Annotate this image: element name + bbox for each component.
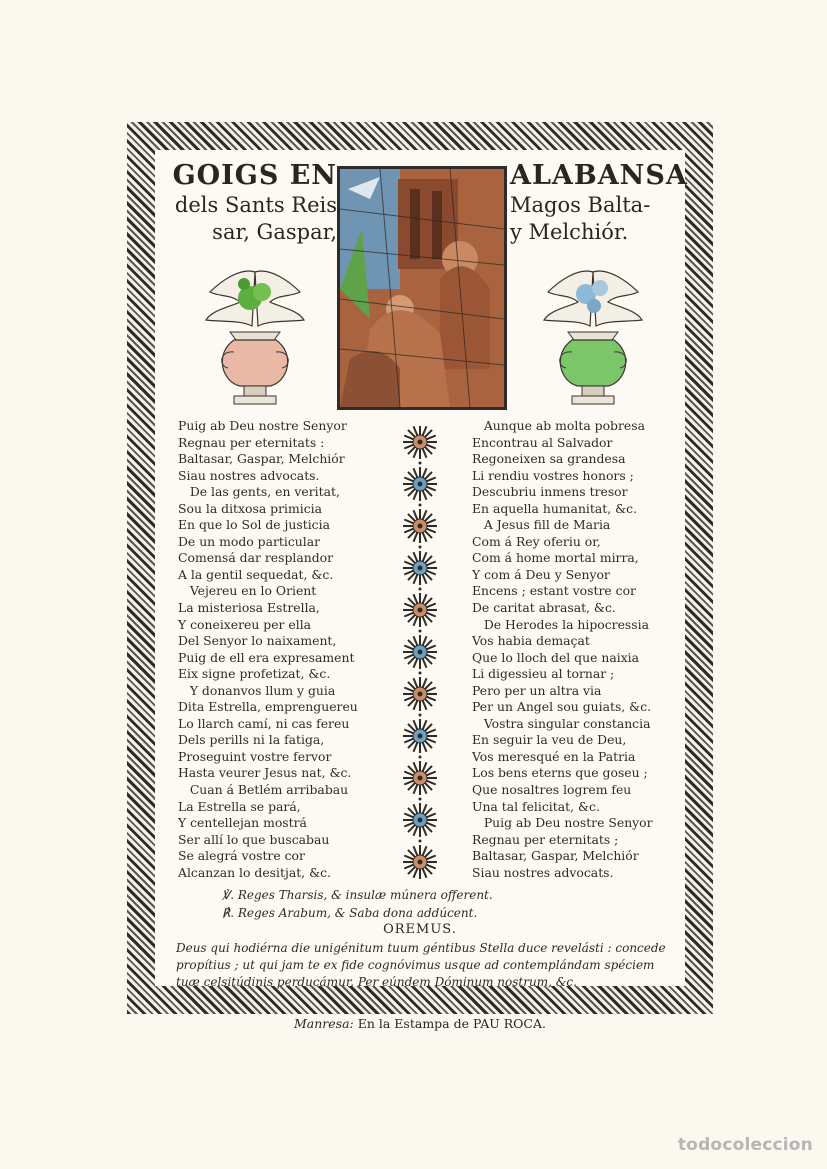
rosette-ornament [403,677,437,711]
rosette-dot [419,798,422,801]
poem-line: Comensá dar resplandor [178,550,334,566]
title-left [165,162,337,243]
poem-line: En seguir la veu de Deu, [472,732,627,748]
poem-line: Dita Estrella, emprenguereu [178,699,358,715]
poem-line: Com á home mortal mirra, [472,550,639,566]
title-line: GOIGS EN [172,160,337,191]
poem-line: Proseguint vostre fervor [178,748,332,764]
rosette-ornament [403,467,437,501]
rosette-dot [419,714,422,717]
poem-line: Li digessieu al tornar ; [472,666,615,682]
versicle-line: ℣. Reges Tharsis, & insulæ múnera offerent. [222,888,493,902]
rosette-dot [419,462,422,465]
poem-line: De las gents, en veritat, [178,484,340,500]
rosette-dot [419,756,422,759]
rosette-dot [419,588,422,591]
poem-line: Li rendiu vostres honors ; [472,467,634,483]
poem-line: Y donanvos llum y guia [178,682,336,698]
poem-line: Ser allí lo que buscabau [178,831,330,847]
poem-line: Cuan á Betlém arribabau [178,782,349,798]
imprint-place: Manresa: [293,1016,354,1031]
poem-line: Per un Angel sou guiats, &c. [472,699,652,715]
printer-imprint [170,1016,670,1031]
poem-line: Vos meresqué en la Patria [472,748,636,764]
poem-line: Hasta veurer Jesus nat, &c. [178,765,352,781]
poem-line: Del Senyor lo naixament, [178,633,337,649]
rosette-column [398,426,442,888]
title-line: ALABANSA [510,160,688,191]
rosette-ornament [403,761,437,795]
title-line: y Melchiór. [510,220,629,244]
poem-line: Puig ab Deu nostre Senyor [472,815,653,831]
poem-line: Que lo lloch del que naixia [472,649,640,665]
poem-line: La Estrella se pará, [178,798,301,814]
poem-line: Siau nostres advocats. [472,864,614,880]
poem-right-column [472,418,672,881]
poem-line: Que nosaltres logrem feu [472,782,632,798]
woodcut-image [340,169,504,407]
poem-line: A la gentil sequedat, &c. [178,566,334,582]
poem-line: Puig de ell era expresament [178,649,355,665]
title-line: dels Sants Reis [174,193,337,217]
poem-line: Baltasar, Gaspar, Melchiór [178,451,345,467]
poem-line: Regnau per eternitats : [178,434,325,450]
poem-line: De Herodes la hipocressia [472,616,649,632]
poem-line: Pero per un altra via [472,682,602,698]
rosette-ornament [403,593,437,627]
poem-line: La misteriosa Estrella, [178,600,320,616]
poem-line: Sou la ditxosa primicia [178,500,322,516]
poem-line: Lo llarch camí, ni cas fereu [178,715,350,731]
poem-line: Baltasar, Gaspar, Melchiór [472,848,639,864]
poem-line: Eix signe profetizat, &c. [178,666,331,682]
title-right [510,160,688,244]
poem-line: En aquella humanitat, &c. [472,500,638,516]
poem-line: De caritat abrasat, &c. [472,600,616,616]
rosette-dot [419,630,422,633]
poem-line: De un modo particular [178,533,321,549]
rosette-dot [419,504,422,507]
oremus-heading: OREMUS. [383,922,457,937]
poem-line: A Jesus fill de Maria [472,517,611,533]
imprint-text: En la Estampa de PAU ROCA. [357,1016,546,1031]
response-line: ℟. Reges Arabum, & Saba dona addúcent. [222,906,478,920]
poem-line: Alcanzan lo desitjat, &c. [178,864,331,880]
rosette-ornament [403,551,437,585]
poem-line: Y coneixereu per ella [178,616,312,632]
poem-line: Vostra singular constancia [472,715,651,731]
poem-line: Una tal felicitat, &c. [472,798,600,814]
title-line: Magos Balta- [510,193,651,217]
rosette-ornament [403,803,437,837]
adoration-woodcut [337,166,507,410]
poem-line: Regoneixen sa grandesa [472,451,626,467]
rosette-ornament [403,635,437,669]
rosette-dot [419,672,422,675]
poem-line: Vejereu en lo Orient [178,583,317,599]
watermark-logo: todocoleccion [677,1135,813,1155]
poem-line: Encontrau al Salvador [472,434,613,450]
poem-line: Y com á Deu y Senyor [472,566,610,582]
rosette-ornaments [398,426,442,888]
poem-line: Encens ; estant vostre cor [472,583,636,599]
poem-line: Los bens eterns que goseu ; [472,765,648,781]
rosette-ornament [403,509,437,543]
vase-image [200,262,310,412]
flower-vase-left [200,262,310,412]
poem-line: Puig ab Deu nostre Senyor [178,418,347,433]
poem-line: Com á Rey oferiu or, [472,533,601,549]
vase-image [538,262,648,412]
rosette-ornament [403,719,437,753]
poem-line: Y centellejan mostrá [178,815,307,831]
poem-line: Regnau per eternitats ; [472,831,619,847]
rosette-ornament [403,426,437,459]
poem-line: Aunque ab molta pobresa [472,418,645,433]
title-line: sar, Gaspar, [212,220,337,244]
poem-line: Dels perills ni la fatiga, [178,732,325,748]
poem-line: En que lo Sol de justicia [178,517,330,533]
poem-line: Siau nostres advocats. [178,467,320,483]
rosette-dot [419,546,422,549]
flower-vase-right [538,262,648,412]
poem-line: Se alegrá vostre cor [178,848,305,864]
poem-line: Descubriu inmens tresor [472,484,628,500]
prayer-text: Deus qui hodiérna die unigénitum tuum géntibus Stella duce revelásti : concede propítius ; ut qui jam te ex fide cognóvimus usque ad contemplándam spéciem tuæ celsitúdinis perducámur. Per eúndem Dóminum nostrum, &c. [176,941,666,989]
rosette-dot [419,840,422,843]
rosette-ornament [403,845,437,879]
poem-line: Vos habia demaçat [472,633,590,649]
poem-left-column [178,418,398,881]
